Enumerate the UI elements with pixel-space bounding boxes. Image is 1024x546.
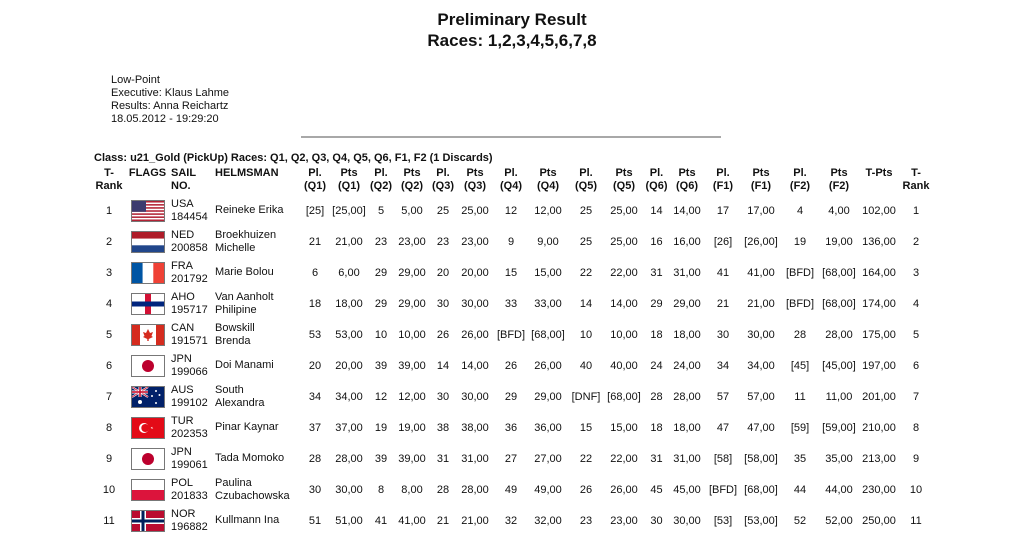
usa-flag-icon (131, 200, 165, 222)
pts-q5: 15,00 (610, 421, 638, 434)
table-row (94, 505, 933, 536)
pts-q2: 39,00 (398, 452, 426, 465)
pts-q6: 45,00 (673, 483, 701, 496)
pts-q2: 29,00 (398, 297, 426, 310)
pts-f1: 30,00 (747, 328, 775, 341)
pts-q4: 29,00 (534, 390, 562, 403)
flag-cell (124, 505, 171, 536)
pl-q2: 8 (377, 483, 385, 496)
pts-q3: 26,00 (461, 328, 489, 341)
pl-q3: 26 (436, 328, 450, 341)
pl-q1: 20 (308, 359, 322, 372)
pts-q5: 22,00 (610, 266, 638, 279)
helmsman: Reineke Erika (215, 204, 284, 216)
pts-f2: [68,00] (822, 266, 856, 279)
pl-q3: 30 (436, 390, 450, 403)
t-rank-2: 10 (909, 483, 923, 496)
australia-flag-icon (131, 386, 165, 408)
pl-q6: 29 (650, 297, 663, 310)
flag-cell (124, 381, 171, 412)
flag-cell (124, 257, 171, 288)
table-row (94, 381, 933, 412)
col-pl-q5: Pl. (Q5) (575, 167, 597, 192)
table-row (94, 474, 933, 505)
t-rank: 7 (105, 390, 113, 403)
pts-q6: 31,00 (673, 266, 701, 279)
pl-q5: 26 (579, 483, 593, 496)
pl-f2: 4 (796, 204, 804, 217)
table-row (94, 195, 933, 226)
scoring-system: Low-Point (111, 74, 160, 86)
t-rank-2: 8 (912, 421, 920, 434)
pl-f2: [BFD] (785, 266, 815, 279)
pl-f1: 34 (716, 359, 730, 372)
col-pl-q3: Pl. (Q3) (432, 167, 454, 192)
t-rank: 1 (105, 204, 113, 217)
helmsman: Tada Momoko (215, 452, 285, 464)
pts-q4: 36,00 (534, 421, 562, 434)
class-line: Class: u21_Gold (PickUp) Races: Q1, Q2, Q3, Q4, Q5, Q6, F1, F2 (1 Discards) (94, 152, 493, 164)
pl-q2: 41 (374, 514, 388, 527)
norway-flag-icon (131, 510, 165, 532)
total-points: 174,00 (862, 297, 896, 310)
pl-q1: 21 (308, 235, 322, 248)
col-pts-q5: Pts (Q5) (613, 167, 635, 192)
pl-q6: 18 (650, 328, 663, 341)
pl-f2: 11 (794, 390, 806, 403)
pl-f2: 35 (793, 452, 807, 465)
pl-q3: 25 (436, 204, 450, 217)
pl-q4: 33 (504, 297, 518, 310)
pl-q4: 36 (504, 421, 518, 434)
pl-f1: [58] (713, 452, 733, 465)
pl-q5: [DNF] (571, 390, 601, 403)
pts-q4: 49,00 (534, 483, 562, 496)
col-helmsman: HELMSMAN (215, 167, 279, 179)
pl-f2: [BFD] (785, 297, 815, 310)
pts-q6: 28,00 (673, 390, 701, 403)
total-points: 197,00 (862, 359, 896, 372)
pts-q2: 12,00 (398, 390, 426, 403)
pl-q3: 30 (436, 297, 450, 310)
pl-q2: 29 (374, 266, 388, 279)
col-pl-f1: Pl. (F1) (712, 167, 734, 192)
pl-q6: 24 (650, 359, 663, 372)
pts-q2: 5,00 (401, 204, 423, 217)
helmsman: Marie Bolou (215, 266, 274, 278)
sail-number: TUR 202353 (171, 414, 208, 440)
col-pts-q3: Pts (Q3) (464, 167, 486, 192)
sail-number: POL 201833 (171, 476, 208, 502)
pl-q5: 15 (579, 421, 593, 434)
t-rank: 6 (105, 359, 113, 372)
pl-f1: [53] (713, 514, 733, 527)
page-title: Preliminary Result (437, 10, 587, 29)
pts-q5: 25,00 (610, 235, 638, 248)
pts-q3: 23,00 (461, 235, 489, 248)
pl-q1: 18 (308, 297, 322, 310)
pts-q6: 29,00 (673, 297, 701, 310)
pl-q3: 38 (436, 421, 450, 434)
pts-q2: 41,00 (398, 514, 426, 527)
pl-q6: 14 (650, 204, 663, 217)
pts-f1: [26,00] (744, 235, 778, 248)
pts-f1: 41,00 (747, 266, 775, 279)
table-row (94, 226, 933, 257)
pts-q3: 14,00 (461, 359, 489, 372)
total-points: 175,00 (862, 328, 896, 341)
sail-number: FRA 201792 (171, 259, 208, 285)
pl-q6: 28 (650, 390, 663, 403)
total-points: 102,00 (862, 204, 896, 217)
pl-q4: 9 (507, 235, 515, 248)
total-points: 230,00 (862, 483, 896, 496)
pl-q6: 45 (650, 483, 663, 496)
results-line: Results: Anna Reichartz (111, 100, 229, 112)
t-rank-2: 3 (912, 266, 920, 279)
col-pts-q4: Pts (Q4) (537, 167, 559, 192)
pts-q3: 20,00 (461, 266, 489, 279)
table-row (94, 412, 933, 443)
pts-f2: 4,00 (828, 204, 850, 217)
pl-q4: [BFD] (496, 328, 526, 341)
pts-f1: [53,00] (744, 514, 778, 527)
pl-q3: 21 (436, 514, 450, 527)
t-rank: 2 (105, 235, 113, 248)
pts-q6: 18,00 (673, 421, 701, 434)
canada-flag-icon (131, 324, 165, 346)
pl-q3: 31 (436, 452, 450, 465)
pl-q3: 20 (436, 266, 450, 279)
pts-q6: 18,00 (673, 328, 701, 341)
t-rank: 4 (105, 297, 113, 310)
pl-q4: 15 (504, 266, 518, 279)
total-points: 250,00 (862, 514, 896, 527)
pl-q4: 27 (504, 452, 518, 465)
pl-q5: 14 (579, 297, 593, 310)
pts-q2: 39,00 (398, 359, 426, 372)
t-rank: 3 (105, 266, 113, 279)
sail-number: USA 184454 (171, 197, 208, 223)
pl-q1: 30 (308, 483, 322, 496)
col-pl-q1: Pl. (Q1) (304, 167, 326, 192)
pl-f1: [BFD] (708, 483, 738, 496)
col-pl-q2: Pl. (Q2) (370, 167, 392, 192)
pts-q1: 28,00 (335, 452, 363, 465)
pl-f1: 47 (716, 421, 730, 434)
pl-q4: 12 (504, 204, 518, 217)
pts-q3: 25,00 (461, 204, 489, 217)
pts-q2: 29,00 (398, 266, 426, 279)
pl-q1: 53 (308, 328, 322, 341)
pl-q1: 28 (308, 452, 322, 465)
t-rank-2: 4 (912, 297, 920, 310)
t-rank-2: 7 (912, 390, 920, 403)
netherlands-antilles-flag-icon (131, 293, 165, 315)
pts-q1: 18,00 (335, 297, 363, 310)
pts-q4: 9,00 (537, 235, 559, 248)
total-points: 201,00 (862, 390, 896, 403)
pts-q6: 14,00 (673, 204, 701, 217)
t-rank-2: 1 (912, 204, 920, 217)
pts-q3: 28,00 (461, 483, 489, 496)
table-row (94, 350, 933, 381)
flag-cell (124, 443, 171, 474)
t-rank: 9 (105, 452, 113, 465)
t-rank-2: 5 (912, 328, 920, 341)
pts-q3: 21,00 (461, 514, 489, 527)
pl-f1: [26] (713, 235, 733, 248)
meta-block (111, 74, 229, 126)
pts-q4: 12,00 (534, 204, 562, 217)
pts-q1: [25,00] (332, 204, 366, 217)
helmsman: Pinar Kaynar (215, 421, 279, 433)
results-table (94, 167, 933, 536)
flag-cell (124, 288, 171, 319)
pts-q2: 19,00 (398, 421, 426, 434)
t-rank: 10 (102, 483, 116, 496)
pts-q3: 31,00 (461, 452, 489, 465)
pl-q2: 23 (374, 235, 388, 248)
pts-q3: 30,00 (461, 390, 489, 403)
pl-f1: 17 (716, 204, 730, 217)
flag-cell (124, 350, 171, 381)
col-tpts: T-Pts (865, 167, 893, 179)
pts-q3: 30,00 (461, 297, 489, 310)
pts-f1: 17,00 (747, 204, 775, 217)
pl-q1: 37 (308, 421, 322, 434)
table-row (94, 257, 933, 288)
helmsman: South Alexandra (215, 383, 265, 409)
t-rank: 5 (105, 328, 113, 341)
pts-f1: 57,00 (747, 390, 775, 403)
t-rank: 11 (103, 514, 115, 527)
helmsman: Van Aanholt Philipine (215, 290, 274, 316)
pts-q6: 30,00 (673, 514, 701, 527)
col-pl-f2: Pl. (F2) (789, 167, 811, 192)
pts-f1: [58,00] (744, 452, 778, 465)
total-points: 136,00 (862, 235, 896, 248)
col-pts-q6: Pts (Q6) (676, 167, 698, 192)
pts-q5: 23,00 (610, 514, 638, 527)
col-pts-q2: Pts (Q2) (401, 167, 423, 192)
pts-q5: 10,00 (610, 328, 638, 341)
col-pts-f2: Pts (F2) (828, 167, 850, 192)
sail-number: NOR 196882 (171, 507, 208, 533)
pl-f2: 44 (793, 483, 807, 496)
pl-q5: 22 (579, 452, 593, 465)
pts-f1: [68,00] (744, 483, 778, 496)
pl-q1: 6 (311, 266, 319, 279)
t-rank-2: 2 (912, 235, 920, 248)
table-row (94, 443, 933, 474)
executive-line: Executive: Klaus Lahme (111, 87, 230, 99)
pl-q6: 30 (650, 514, 663, 527)
sail-number: JPN 199061 (171, 445, 208, 471)
pts-q5: 14,00 (610, 297, 638, 310)
pts-f1: 21,00 (747, 297, 775, 310)
t-rank-2: 11 (910, 514, 922, 527)
col-pl-q6: Pl. (Q6) (645, 167, 668, 192)
total-points: 210,00 (862, 421, 896, 434)
pl-q4: 49 (504, 483, 518, 496)
pl-f1: 21 (716, 297, 730, 310)
pl-q6: 31 (650, 452, 663, 465)
pts-q5: 40,00 (610, 359, 638, 372)
flag-cell (124, 474, 171, 505)
table-header-row (94, 167, 933, 195)
pl-q2: 39 (374, 452, 388, 465)
pl-q5: 25 (579, 204, 593, 217)
pts-f2: 44,00 (825, 483, 853, 496)
table-row (94, 319, 933, 350)
pts-q4: 15,00 (534, 266, 562, 279)
pl-q3: 14 (436, 359, 450, 372)
pl-q3: 28 (436, 483, 450, 496)
pts-q6: 16,00 (673, 235, 701, 248)
pl-q2: 5 (377, 204, 385, 217)
pts-f2: [68,00] (822, 297, 856, 310)
pts-q5: [68,00] (607, 390, 641, 403)
pts-q4: 27,00 (534, 452, 562, 465)
total-points: 213,00 (862, 452, 896, 465)
pl-q1: 51 (308, 514, 322, 527)
pts-q2: 23,00 (398, 235, 426, 248)
pts-q6: 24,00 (673, 359, 701, 372)
pl-f1: 30 (716, 328, 730, 341)
total-points: 164,00 (862, 266, 896, 279)
pts-q4: 26,00 (534, 359, 562, 372)
pts-q1: 34,00 (335, 390, 363, 403)
france-flag-icon (131, 262, 165, 284)
poland-flag-icon (131, 479, 165, 501)
table-row (94, 288, 933, 319)
pl-q2: 12 (374, 390, 388, 403)
pl-f2: 28 (793, 328, 807, 341)
pl-q5: 22 (579, 266, 593, 279)
pl-q2: 29 (374, 297, 388, 310)
divider (301, 136, 721, 138)
t-rank: 8 (105, 421, 113, 434)
pl-q2: 39 (374, 359, 388, 372)
pl-q1: [25] (305, 204, 325, 217)
pts-f2: [59,00] (822, 421, 856, 434)
col-trank: T- Rank (95, 167, 123, 192)
pts-q4: [68,00] (531, 328, 565, 341)
pts-q6: 31,00 (673, 452, 701, 465)
pl-q5: 25 (579, 235, 593, 248)
pts-q1: 30,00 (335, 483, 363, 496)
pl-f1: 57 (716, 390, 730, 403)
pl-q6: 18 (650, 421, 663, 434)
pts-f2: 52,00 (825, 514, 853, 527)
col-trank-2: T- Rank (902, 167, 930, 192)
pts-q3: 38,00 (461, 421, 489, 434)
pts-q1: 51,00 (335, 514, 363, 527)
sail-number: AHO 195717 (171, 290, 208, 316)
pts-q1: 6,00 (338, 266, 360, 279)
pts-q5: 22,00 (610, 452, 638, 465)
pts-q2: 10,00 (398, 328, 426, 341)
pl-q4: 32 (504, 514, 518, 527)
pl-q3: 23 (436, 235, 450, 248)
helmsman: Bowskill Brenda (215, 321, 255, 347)
col-pl-q4: Pl. (Q4) (500, 167, 522, 192)
col-pts-q1: Pts (Q1) (338, 167, 360, 192)
pl-q1: 34 (308, 390, 322, 403)
turkey-flag-icon (131, 417, 165, 439)
helmsman: Doi Manami (215, 359, 274, 371)
flag-cell (124, 412, 171, 443)
pl-q2: 10 (374, 328, 388, 341)
pl-q5: 23 (579, 514, 593, 527)
helmsman: Kullmann Ina (215, 514, 280, 526)
t-rank-2: 6 (912, 359, 920, 372)
races-subtitle: Races: 1,2,3,4,5,6,7,8 (427, 31, 597, 50)
pts-f2: 11,00 (825, 390, 853, 403)
pts-q1: 37,00 (335, 421, 363, 434)
pts-f1: 47,00 (747, 421, 775, 434)
t-rank-2: 9 (912, 452, 920, 465)
col-sail: SAIL NO. (171, 167, 197, 192)
pl-q2: 19 (374, 421, 388, 434)
helmsman: Broekhuizen Michelle (215, 228, 277, 254)
japan-flag-icon (131, 448, 165, 470)
pts-q1: 21,00 (335, 235, 363, 248)
helmsman: Paulina Czubachowska (215, 476, 290, 502)
pl-q6: 31 (650, 266, 663, 279)
pl-f2: 52 (793, 514, 807, 527)
sail-number: NED 200858 (171, 228, 208, 254)
pts-f2: 28,00 (825, 328, 853, 341)
pts-f2: [45,00] (822, 359, 856, 372)
pts-q1: 53,00 (335, 328, 363, 341)
flag-cell (124, 195, 171, 226)
japan-flag-icon (131, 355, 165, 377)
timestamp: 18.05.2012 - 19:29:20 (111, 113, 219, 125)
pl-q5: 10 (579, 328, 593, 341)
pts-q5: 26,00 (610, 483, 638, 496)
pl-q6: 16 (650, 235, 663, 248)
pl-f2: 19 (793, 235, 807, 248)
pl-f1: 41 (716, 266, 730, 279)
pts-f2: 35,00 (825, 452, 853, 465)
col-pts-f1: Pts (F1) (750, 167, 772, 192)
pl-f2: [59] (790, 421, 810, 434)
flag-cell (124, 226, 171, 257)
pts-f1: 34,00 (747, 359, 775, 372)
pts-q1: 20,00 (335, 359, 363, 372)
col-flags: FLAGS (128, 167, 167, 179)
sail-number: AUS 199102 (171, 383, 208, 409)
pl-f2: [45] (790, 359, 810, 372)
pl-q5: 40 (579, 359, 593, 372)
pts-q2: 8,00 (401, 483, 423, 496)
pts-q4: 32,00 (534, 514, 562, 527)
sail-number: CAN 191571 (171, 321, 208, 347)
pts-f2: 19,00 (825, 235, 853, 248)
pl-q4: 29 (504, 390, 518, 403)
netherlands-flag-icon (131, 231, 165, 253)
sail-number: JPN 199066 (171, 352, 208, 378)
pts-q4: 33,00 (534, 297, 562, 310)
pts-q5: 25,00 (610, 204, 638, 217)
pl-q4: 26 (504, 359, 518, 372)
flag-cell (124, 319, 171, 350)
